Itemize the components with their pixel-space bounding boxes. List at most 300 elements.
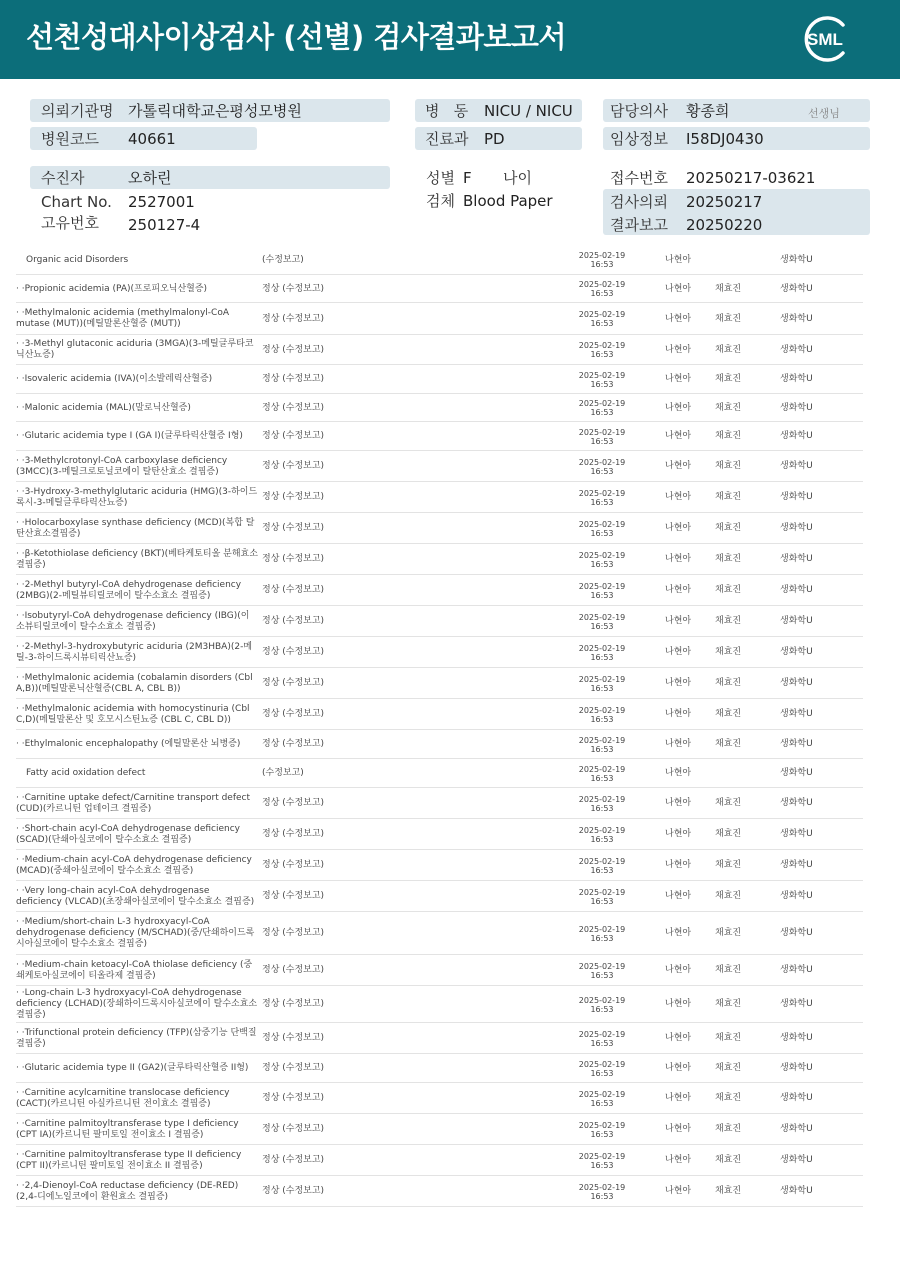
report-datetime bbox=[574, 986, 630, 1023]
test-name: · ·Very long-chain acyl-CoA dehydrogenase deficiency (VLCAD)(초장쇄아실코에이 탈수소효소 결핍증) bbox=[16, 885, 255, 907]
lab-dept: 생화학U bbox=[780, 928, 813, 938]
report-title: 선천성대사이상검사 (선별) 검사결과보고서 bbox=[26, 20, 566, 54]
verifier-name: 채효진 bbox=[715, 554, 742, 564]
verifier-name: 채효진 bbox=[715, 1124, 742, 1134]
report-value: 20250220 bbox=[686, 216, 763, 234]
tester-name: 나현아 bbox=[665, 431, 692, 441]
specimen-value: Blood Paper bbox=[463, 192, 553, 210]
test-result: 정상 (수정보고) bbox=[262, 678, 325, 688]
report-datetime bbox=[574, 1145, 630, 1176]
test-name: · ·Glutaric acidemia type II (GA2)(글루타릭산혈증 II형) bbox=[16, 1063, 249, 1073]
report-date: 2025-02-19 bbox=[578, 674, 626, 684]
hcode-label: 병원코드 bbox=[41, 130, 99, 148]
report-datetime bbox=[574, 1023, 630, 1054]
report-datetime bbox=[574, 365, 630, 394]
test-result: 정상 (수정보고) bbox=[262, 402, 325, 413]
report-datetime bbox=[574, 912, 630, 955]
table-row bbox=[16, 699, 863, 730]
table-row bbox=[16, 303, 863, 335]
report-time: 16:53 bbox=[590, 683, 614, 693]
report-header bbox=[0, 0, 900, 79]
report-time: 16:53 bbox=[590, 803, 614, 813]
test-name: · ·Medium-chain acyl-CoA dehydrogenase deficiency (MCAD)(중쇄아실코에이 탈수소효소 결핍증) bbox=[16, 854, 252, 876]
report-time: 16:53 bbox=[590, 350, 614, 359]
test-result: 정상 (수정보고) bbox=[262, 999, 325, 1009]
table-row bbox=[16, 730, 863, 759]
test-result: 정상 (수정보고) bbox=[262, 461, 325, 471]
lab-dept: 생화학U bbox=[780, 647, 813, 657]
report-datetime bbox=[574, 451, 630, 482]
report-datetime bbox=[574, 730, 630, 759]
test-name: · ·Glutaric acidemia type I (GA I)(글루타릭산혈증 I형) bbox=[16, 431, 243, 441]
report-date: 2025-02-19 bbox=[578, 1120, 626, 1130]
table-group-row bbox=[16, 245, 863, 275]
test-name: · ·2,4-Dienoyl-CoA reductase deficiency (DE-RED)(2,4-디에노일코에이 환원효소 결핍증) bbox=[16, 1180, 239, 1202]
uid-label: 고유번호 bbox=[41, 214, 99, 232]
lab-dept: 생화학U bbox=[780, 402, 813, 413]
report-date: 2025-02-19 bbox=[578, 550, 626, 560]
table-row bbox=[16, 955, 863, 986]
report-time: 16:53 bbox=[590, 1129, 614, 1139]
report-time: 16:53 bbox=[590, 865, 614, 875]
report-datetime bbox=[574, 881, 630, 912]
test-result: 정상 (수정보고) bbox=[262, 283, 325, 294]
test-result: 정상 (수정보고) bbox=[262, 798, 325, 808]
lab-dept: 생화학U bbox=[780, 461, 813, 471]
lab-dept: 생화학U bbox=[780, 1093, 813, 1103]
table-row bbox=[16, 1114, 863, 1145]
lab-dept: 생화학U bbox=[780, 829, 813, 839]
report-datetime bbox=[574, 759, 630, 788]
test-name: · ·Ethylmalonic encephalopathy (에틸말론산 뇌병증) bbox=[16, 739, 241, 749]
tester-name: 나현아 bbox=[665, 678, 692, 688]
test-name: Organic acid Disorders bbox=[26, 254, 129, 265]
tester-name: 나현아 bbox=[665, 616, 692, 626]
lab-dept: 생화학U bbox=[780, 891, 813, 901]
tester-name: 나현아 bbox=[665, 768, 692, 778]
report-datetime bbox=[574, 1114, 630, 1145]
table-row bbox=[16, 912, 863, 955]
receipt-value: 20250217-03621 bbox=[686, 169, 816, 187]
tester-name: 나현아 bbox=[665, 461, 692, 471]
report-time: 16:53 bbox=[590, 933, 614, 943]
test-result: 정상 (수정보고) bbox=[262, 1093, 325, 1103]
report-time: 16:53 bbox=[590, 408, 614, 417]
verifier-name: 채효진 bbox=[715, 374, 742, 384]
test-name: · ·3-Methyl glutaconic aciduria (3MGA)(3-메틸글루타코닉산뇨증) bbox=[16, 339, 254, 360]
verifier-name: 채효진 bbox=[715, 678, 742, 688]
report-date: 2025-02-19 bbox=[578, 825, 626, 835]
lab-dept: 생화학U bbox=[780, 523, 813, 533]
lab-dept: 생화학U bbox=[780, 1033, 813, 1043]
verifier-name bbox=[715, 759, 765, 788]
tester-name: 나현아 bbox=[665, 1186, 692, 1196]
doctor-label: 담당의사 bbox=[610, 102, 668, 120]
test-result: 정상 (수정보고) bbox=[262, 313, 325, 324]
lab-dept: 생화학U bbox=[780, 374, 813, 384]
report-datetime bbox=[574, 513, 630, 544]
table-row bbox=[16, 1054, 863, 1083]
tester-name: 나현아 bbox=[665, 523, 692, 533]
lab-dept: 생화학U bbox=[780, 344, 813, 355]
lab-dept: 생화학U bbox=[780, 254, 813, 265]
report-date: 2025-02-19 bbox=[578, 427, 626, 437]
table-row bbox=[16, 513, 863, 544]
report-label: 결과보고 bbox=[610, 216, 668, 234]
tester-name: 나현아 bbox=[665, 739, 692, 749]
svg-text:SML: SML bbox=[807, 30, 843, 49]
table-row bbox=[16, 788, 863, 819]
report-datetime bbox=[574, 819, 630, 850]
table-row bbox=[16, 986, 863, 1023]
tester-name: 나현아 bbox=[665, 402, 692, 413]
test-name: · ·Isovaleric acidemia (IVA)(이소발레릭산혈증) bbox=[16, 374, 213, 384]
report-date: 2025-02-19 bbox=[578, 370, 626, 380]
report-datetime bbox=[574, 606, 630, 637]
report-date: 2025-02-19 bbox=[578, 457, 626, 467]
table-row bbox=[16, 482, 863, 513]
test-name: · ·Carnitine palmitoyltransferase type II deficiency (CPT II)(카르니틴 팔미토일 전이효소 II 결핍증) bbox=[16, 1149, 242, 1171]
report-time: 16:53 bbox=[590, 1098, 614, 1108]
test-result: 정상 (수정보고) bbox=[262, 928, 325, 938]
tester-name: 나현아 bbox=[665, 1155, 692, 1165]
table-row bbox=[16, 1145, 863, 1176]
table-row bbox=[16, 335, 863, 365]
table-row bbox=[16, 850, 863, 881]
patient-label: 수진자 bbox=[41, 169, 85, 187]
hcode-value: 40661 bbox=[128, 130, 176, 148]
report-time: 16:53 bbox=[590, 714, 614, 724]
report-time: 16:53 bbox=[590, 319, 614, 328]
report-time: 16:53 bbox=[590, 559, 614, 569]
test-result: 정상 (수정보고) bbox=[262, 647, 325, 657]
tester-name: 나현아 bbox=[665, 283, 692, 294]
clinical-label: 임상정보 bbox=[610, 130, 668, 148]
verifier-name: 채효진 bbox=[715, 1186, 742, 1196]
verifier-name: 채효진 bbox=[715, 965, 742, 975]
report-time: 16:53 bbox=[590, 260, 614, 269]
tester-name: 나현아 bbox=[665, 647, 692, 657]
verifier-name: 채효진 bbox=[715, 928, 742, 938]
table-group-row bbox=[16, 759, 863, 788]
tester-name: 나현아 bbox=[665, 254, 692, 265]
report-time: 16:53 bbox=[590, 1038, 614, 1048]
report-date: 2025-02-19 bbox=[578, 1182, 626, 1192]
verifier-name: 채효진 bbox=[715, 1155, 742, 1165]
age-label: 나이 bbox=[503, 169, 532, 187]
lab-dept: 생화학U bbox=[780, 431, 813, 441]
report-date: 2025-02-19 bbox=[578, 961, 626, 971]
doctor-value: 황종희 bbox=[686, 102, 730, 120]
verifier-name: 채효진 bbox=[715, 461, 742, 471]
report-time: 16:53 bbox=[590, 379, 614, 389]
report-date: 2025-02-19 bbox=[578, 643, 626, 653]
report-datetime bbox=[574, 1054, 630, 1083]
report-datetime bbox=[574, 275, 630, 303]
report-date: 2025-02-19 bbox=[578, 764, 626, 774]
test-result: 정상 (수정보고) bbox=[262, 1063, 325, 1073]
test-name: · ·Carnitine uptake defect/Carnitine transport defect (CUD)(카르니틴 업테이크 결핍증) bbox=[16, 792, 251, 814]
tester-name: 나현아 bbox=[665, 965, 692, 975]
report-time: 16:53 bbox=[590, 744, 614, 754]
report-time: 16:53 bbox=[590, 289, 614, 298]
table-row bbox=[16, 1023, 863, 1054]
test-name: · ·Carnitine palmitoyltransferase type I deficiency (CPT IA)(카르니틴 팔미토일 전이효소 I 결핍증) bbox=[16, 1118, 239, 1140]
tester-name: 나현아 bbox=[665, 1124, 692, 1134]
test-result: 정상 (수정보고) bbox=[262, 1033, 325, 1043]
report-date: 2025-02-19 bbox=[578, 519, 626, 529]
verifier-name: 채효진 bbox=[715, 402, 742, 413]
table-row bbox=[16, 1176, 863, 1207]
dept-label: 진료과 bbox=[425, 130, 469, 148]
lab-dept: 생화학U bbox=[780, 313, 813, 324]
doctor-suffix: 선생님 bbox=[808, 107, 840, 120]
test-result: 정상 (수정보고) bbox=[262, 492, 325, 502]
report-time: 16:53 bbox=[590, 436, 614, 446]
report-date: 2025-02-19 bbox=[578, 581, 626, 591]
lab-dept: 생화학U bbox=[780, 492, 813, 502]
report-datetime bbox=[574, 637, 630, 668]
test-name: · ·Short-chain acyl-CoA dehydrogenase deficiency (SCAD)(단쇄아실코에이 탈수소효소 결핍증) bbox=[16, 823, 241, 845]
verifier-name: 채효진 bbox=[715, 492, 742, 502]
sml-logo-icon bbox=[798, 12, 852, 66]
report-time: 16:53 bbox=[590, 896, 614, 906]
report-datetime bbox=[574, 1176, 630, 1207]
tester-name: 나현아 bbox=[665, 709, 692, 719]
table-row bbox=[16, 422, 863, 451]
test-name: · ·Medium/short-chain L-3 hydroxyacyl-CoA dehydrogenase deficiency (M/SCHAD)(중/단쇄하이드록시아실코에이 탈수소효소 결핍증) bbox=[16, 917, 255, 949]
test-name: · ·Carnitine acylcarnitine translocase deficiency (CACT)(카르니틴 아실카르니틴 전이효소 결핍증) bbox=[16, 1087, 230, 1109]
verifier-name: 채효진 bbox=[715, 829, 742, 839]
test-result: 정상 (수정보고) bbox=[262, 739, 325, 749]
report-time: 16:53 bbox=[590, 1160, 614, 1170]
report-date: 2025-02-19 bbox=[578, 794, 626, 804]
test-name: · ·Trifunctional protein deficiency (TFP)(삼중기능 단백질 결핍증) bbox=[16, 1027, 257, 1049]
tester-name: 나현아 bbox=[665, 798, 692, 808]
report-time: 16:53 bbox=[590, 773, 614, 783]
table-row bbox=[16, 637, 863, 668]
test-name: Fatty acid oxidation defect bbox=[26, 768, 146, 778]
lab-dept: 생화학U bbox=[780, 798, 813, 808]
report-datetime bbox=[574, 335, 630, 365]
report-time: 16:53 bbox=[590, 970, 614, 980]
verifier-name: 채효진 bbox=[715, 999, 742, 1009]
verifier-name: 채효진 bbox=[715, 313, 742, 324]
lab-dept: 생화학U bbox=[780, 1063, 813, 1073]
test-result: 정상 (수정보고) bbox=[262, 709, 325, 719]
verifier-name: 채효진 bbox=[715, 585, 742, 595]
lab-dept: 생화학U bbox=[780, 678, 813, 688]
test-result: 정상 (수정보고) bbox=[262, 374, 325, 384]
verifier-name: 채효진 bbox=[715, 739, 742, 749]
uid-value: 250127-4 bbox=[128, 216, 201, 234]
patient-value: 오하린 bbox=[128, 169, 172, 187]
report-date: 2025-02-19 bbox=[578, 1089, 626, 1099]
lab-dept: 생화학U bbox=[780, 283, 813, 294]
verifier-name: 채효진 bbox=[715, 283, 742, 294]
test-name: · ·Methylmalonic acidemia (cobalamin disorders (Cbl A,B))(메틸말론닉산혈증(CBL A, CBL B)) bbox=[16, 672, 253, 694]
tester-name: 나현아 bbox=[665, 313, 692, 324]
table-row bbox=[16, 365, 863, 394]
report-datetime bbox=[574, 394, 630, 422]
report-date: 2025-02-19 bbox=[578, 924, 626, 934]
report-time: 16:53 bbox=[590, 1004, 614, 1014]
report-time: 16:53 bbox=[590, 528, 614, 538]
specimen-label: 검체 bbox=[426, 192, 455, 210]
test-result: 정상 (수정보고) bbox=[262, 523, 325, 533]
report-time: 16:53 bbox=[590, 466, 614, 476]
test-result: 정상 (수정보고) bbox=[262, 965, 325, 975]
chart-value: 2527001 bbox=[128, 193, 195, 211]
report-date: 2025-02-19 bbox=[578, 399, 626, 408]
lab-dept: 생화학U bbox=[780, 616, 813, 626]
verifier-name: 채효진 bbox=[715, 523, 742, 533]
tester-name: 나현아 bbox=[665, 374, 692, 384]
report-date: 2025-02-19 bbox=[578, 1029, 626, 1039]
test-result: 정상 (수정보고) bbox=[262, 344, 325, 355]
verifier-name: 채효진 bbox=[715, 344, 742, 355]
verifier-name: 채효진 bbox=[715, 798, 742, 808]
table-row bbox=[16, 819, 863, 850]
lab-dept: 생화학U bbox=[780, 709, 813, 719]
report-date: 2025-02-19 bbox=[578, 341, 626, 350]
tester-name: 나현아 bbox=[665, 829, 692, 839]
report-time: 16:53 bbox=[590, 621, 614, 631]
table-row bbox=[16, 394, 863, 422]
lab-dept: 생화학U bbox=[780, 1124, 813, 1134]
report-datetime bbox=[574, 303, 630, 335]
verifier-name: 채효진 bbox=[715, 647, 742, 657]
report-date: 2025-02-19 bbox=[578, 705, 626, 715]
ward-label: 병 동 bbox=[425, 102, 469, 120]
lab-dept: 생화학U bbox=[780, 965, 813, 975]
lab-dept: 생화학U bbox=[780, 1155, 813, 1165]
report-date: 2025-02-19 bbox=[578, 280, 626, 289]
lab-dept: 생화학U bbox=[780, 860, 813, 870]
test-result: 정상 (수정보고) bbox=[262, 891, 325, 901]
test-name: · ·Propionic acidemia (PA)(프로피오닉산혈증) bbox=[16, 283, 208, 294]
report-datetime bbox=[574, 668, 630, 699]
test-result: (수정보고) bbox=[262, 768, 304, 778]
report-date: 2025-02-19 bbox=[578, 1059, 626, 1069]
tester-name: 나현아 bbox=[665, 999, 692, 1009]
report-date: 2025-02-19 bbox=[578, 995, 626, 1005]
report-date: 2025-02-19 bbox=[578, 887, 626, 897]
verifier-name: 채효진 bbox=[715, 709, 742, 719]
test-result: 정상 (수정보고) bbox=[262, 1186, 325, 1196]
test-name: · ·3-Methylcrotonyl-CoA carboxylase deficiency (3MCC)(3-메틸크로토닐코에이 탈탄산효소 결핍증) bbox=[16, 455, 228, 477]
sex-value: F bbox=[463, 169, 472, 187]
table-row bbox=[16, 544, 863, 575]
test-name: · ·Methylmalonic acidemia (methylmalonyl-CoA mutase (MUT))(메틸말론산혈증 (MUT)) bbox=[16, 308, 229, 329]
lab-dept: 생화학U bbox=[780, 554, 813, 564]
table-row bbox=[16, 881, 863, 912]
report-datetime bbox=[574, 788, 630, 819]
tester-name: 나현아 bbox=[665, 344, 692, 355]
report-date: 2025-02-19 bbox=[578, 612, 626, 622]
test-result: 정상 (수정보고) bbox=[262, 431, 325, 441]
verifier-name: 채효진 bbox=[715, 891, 742, 901]
report-datetime bbox=[574, 699, 630, 730]
tester-name: 나현아 bbox=[665, 928, 692, 938]
tester-name: 나현아 bbox=[665, 554, 692, 564]
tester-name: 나현아 bbox=[665, 585, 692, 595]
test-result: 정상 (수정보고) bbox=[262, 1124, 325, 1134]
report-datetime bbox=[574, 482, 630, 513]
verifier-name: 채효진 bbox=[715, 860, 742, 870]
tester-name: 나현아 bbox=[665, 1033, 692, 1043]
verifier-name bbox=[715, 245, 765, 275]
tester-name: 나현아 bbox=[665, 891, 692, 901]
table-row bbox=[16, 606, 863, 637]
request-value: 20250217 bbox=[686, 193, 763, 211]
report-datetime bbox=[574, 544, 630, 575]
test-name: · ·Methylmalonic acidemia with homocystinuria (Cbl C,D)(메틸말론산 및 호모시스틴뇨증 (CBL C, CBL D)) bbox=[16, 703, 250, 725]
report-datetime bbox=[574, 850, 630, 881]
test-result: 정상 (수정보고) bbox=[262, 829, 325, 839]
lab-dept: 생화학U bbox=[780, 768, 813, 778]
report-datetime bbox=[574, 422, 630, 451]
tester-name: 나현아 bbox=[665, 1093, 692, 1103]
test-name: · ·Medium-chain ketoacyl-CoA thiolase deficiency (중쇄케토아실코에이 티올라제 결핍증) bbox=[16, 959, 253, 981]
lab-dept: 생화학U bbox=[780, 999, 813, 1009]
table-row bbox=[16, 668, 863, 699]
lab-dept: 생화학U bbox=[780, 739, 813, 749]
test-result: 정상 (수정보고) bbox=[262, 860, 325, 870]
report-date: 2025-02-19 bbox=[578, 735, 626, 745]
table-row bbox=[16, 275, 863, 303]
test-name: · ·2-Methyl-3-hydroxybutyric aciduria (2M3HBA)(2-메틸-3-하이드록시뷰티릭산뇨증) bbox=[16, 641, 253, 663]
test-name: · ·Long-chain L-3 hydroxyacyl-CoA dehydrogenase deficiency (LCHAD)(장쇄하이드록시아실코에이 탈수소효소 결핍증) bbox=[16, 988, 258, 1020]
test-result: 정상 (수정보고) bbox=[262, 585, 325, 595]
org-label: 의뢰기관명 bbox=[41, 102, 114, 120]
report-date: 2025-02-19 bbox=[578, 310, 626, 319]
verifier-name: 채효진 bbox=[715, 1033, 742, 1043]
report-time: 16:53 bbox=[590, 590, 614, 600]
report-datetime bbox=[574, 955, 630, 986]
table-row bbox=[16, 575, 863, 606]
verifier-name: 채효진 bbox=[715, 1063, 742, 1073]
dept-value: PD bbox=[484, 130, 505, 148]
test-name: · ·Isobutyryl-CoA dehydrogenase deficiency (IBG)(이소뷰티릴코에이 탈수소효소 결핍증) bbox=[16, 610, 250, 632]
report-datetime bbox=[574, 1083, 630, 1114]
test-result: 정상 (수정보고) bbox=[262, 554, 325, 564]
test-result: 정상 (수정보고) bbox=[262, 1155, 325, 1165]
tester-name: 나현아 bbox=[665, 860, 692, 870]
lab-dept: 생화학U bbox=[780, 585, 813, 595]
table-row bbox=[16, 1083, 863, 1114]
clinical-value: I58DJ0430 bbox=[686, 130, 764, 148]
tester-name: 나현아 bbox=[665, 492, 692, 502]
verifier-name: 채효진 bbox=[715, 1093, 742, 1103]
ward-value: NICU / NICU bbox=[484, 102, 573, 120]
chart-label: Chart No. bbox=[41, 193, 112, 211]
report-date: 2025-02-19 bbox=[578, 251, 626, 260]
report-date: 2025-02-19 bbox=[578, 856, 626, 866]
tester-name: 나현아 bbox=[665, 1063, 692, 1073]
test-result: (수정보고) bbox=[262, 254, 304, 265]
test-result: 정상 (수정보고) bbox=[262, 616, 325, 626]
test-name: · ·Holocarboxylase synthase deficiency (MCD)(복합 탈탄산효소결핍증) bbox=[16, 517, 255, 539]
report-time: 16:53 bbox=[590, 1068, 614, 1078]
report-datetime bbox=[574, 575, 630, 606]
org-value: 가톨릭대학교은평성모병원 bbox=[128, 102, 302, 120]
receipt-label: 접수번호 bbox=[610, 169, 668, 187]
verifier-name: 채효진 bbox=[715, 431, 742, 441]
sex-label: 성별 bbox=[426, 169, 455, 187]
report-time: 16:53 bbox=[590, 834, 614, 844]
test-name: · ·2-Methyl butyryl-CoA dehydrogenase deficiency (2MBG)(2-메틸뷰티릴코에이 탈수소효소 결핍증) bbox=[16, 579, 242, 601]
